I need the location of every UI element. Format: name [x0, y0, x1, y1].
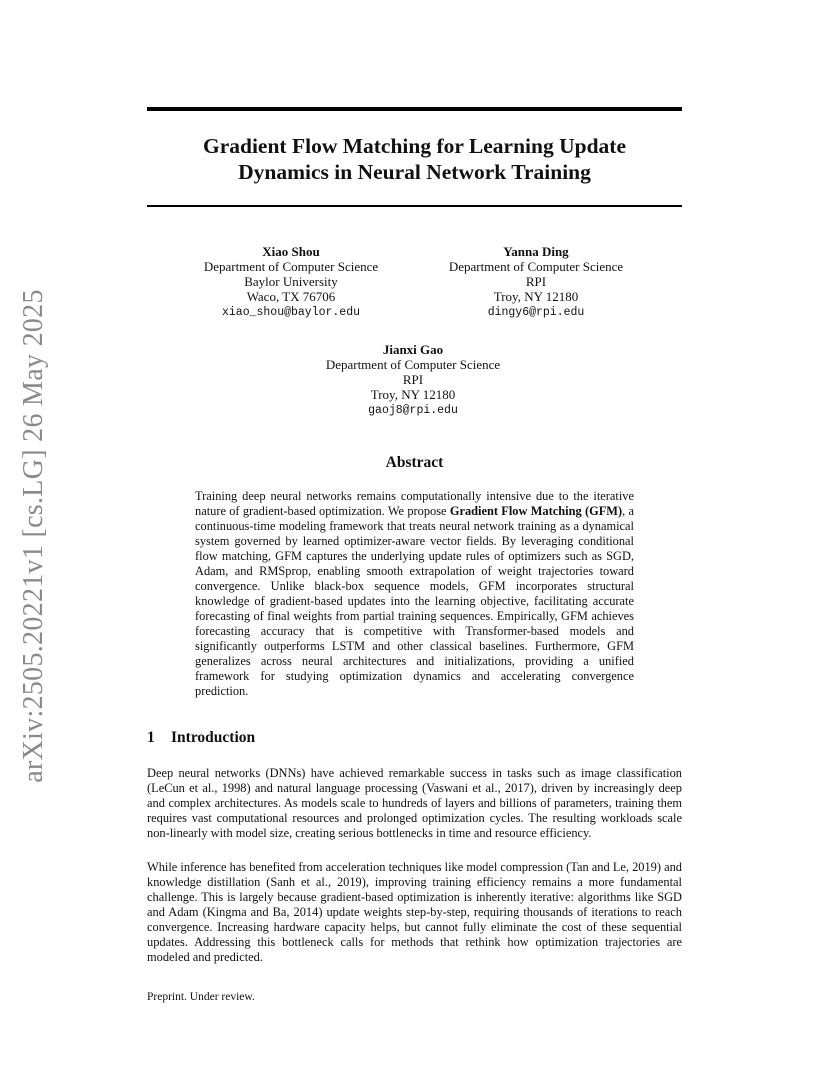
- title-line-1: Gradient Flow Matching for Learning Update: [202, 134, 627, 158]
- footer-note: Preprint. Under review.: [147, 991, 255, 1003]
- arxiv-stamp: [14, 289, 54, 783]
- abstract-bold-term: Gradient Flow Matching (GFM): [449, 504, 623, 518]
- author-institution: RPI: [402, 372, 424, 387]
- author-email[interactable]: dingy6@rpi.edu: [487, 306, 585, 319]
- author-email[interactable]: gaoj8@rpi.edu: [368, 404, 458, 417]
- author-block-3: [313, 342, 513, 418]
- abstract-text-start: Training deep neural networks remains computationally intensive due to the iterative nature of gradient-based optimization. We propose: [195, 489, 634, 518]
- arxiv-id: arXiv:2505.20221v1 [cs.LG] 26 May 2025: [18, 289, 49, 783]
- author-department: Department of Computer Science: [203, 259, 379, 274]
- abstract-body: [195, 489, 634, 699]
- author-institution: RPI: [525, 274, 547, 289]
- intro-paragraph-1: Deep neural networks (DNNs) have achieved remarkable success in tasks such as image classification (LeCun et al., 1998) and natural language processing (Vaswani et al., 2017), driven by increasingly deep and complex architectures. As models scale to hundreds of layers and billions of parameters, training them requires vast computational resources and prolonged optimization cycles. The resulting workloads scale non-linearly with model size, creating serious bottlenecks in time and resource efficiency.: [147, 766, 682, 840]
- author-name: Xiao Shou: [262, 244, 320, 259]
- section-number: 1: [147, 729, 155, 746]
- abstract-text-rest: , a continuous-time modeling framework that treats neural network training as a dynamical system governed by learned optimizer-aware vector fields. By leveraging conditional flow matching, GFM captures the underlying update rules of optimizers such as SGD, Adam, and RMSprop, enabling smooth extrapolation of weight trajectories toward convergence. Unlike black-box sequence models, GFM incorporates structural knowledge of gradient-based updates into the learning objective, facilitating accurate forecasting of final weights from partial training sequences. Empirically, GFM achieves forecasting accuracy that is competitive with Transformer-based models and significantly outperforms LSTM and other classical baselines. Furthermore, GFM generalizes across neural architectures and initializations, providing a unified framework for studying optimization dynamics and accelerating convergence prediction.: [195, 504, 634, 698]
- section-title: Introduction: [171, 729, 256, 746]
- intro-paragraph-2: While inference has benefited from acceleration techniques like model compression (Tan and Le, 2019) and knowledge distillation (Sanh et al., 2019), improving training efficiency remains a more fundamental challenge. This is largely because gradient-based optimization is inherently iterative: algorithms like SGD and Adam (Kingma and Ba, 2014) update weights step-by-step, requiring thousands of iterations to reach convergence. Increasing hardware capacity helps, but cannot fully eliminate the cost of these sequential updates. Addressing this bottleneck calls for methods that rethink how optimization trajectories are modeled and predicted.: [147, 860, 682, 964]
- author-block-1: [191, 244, 391, 320]
- title-line-2: Dynamics in Neural Network Training: [238, 160, 591, 184]
- author-name: Jianxi Gao: [382, 342, 444, 357]
- title-top-rule: [147, 107, 682, 111]
- abstract-heading: Abstract: [385, 454, 444, 471]
- author-department: Department of Computer Science: [448, 259, 624, 274]
- paper-title: [147, 133, 682, 185]
- author-department: Department of Computer Science: [325, 357, 501, 372]
- author-name: Yanna Ding: [503, 244, 569, 259]
- title-bottom-rule: [147, 205, 682, 207]
- section-heading-introduction: [147, 729, 255, 747]
- author-block-2: [436, 244, 636, 320]
- author-location: Troy, NY 12180: [493, 289, 579, 304]
- author-location: Waco, TX 76706: [246, 289, 336, 304]
- author-email[interactable]: xiao_shou@baylor.edu: [221, 306, 361, 319]
- author-institution: Baylor University: [244, 274, 338, 289]
- author-location: Troy, NY 12180: [370, 387, 456, 402]
